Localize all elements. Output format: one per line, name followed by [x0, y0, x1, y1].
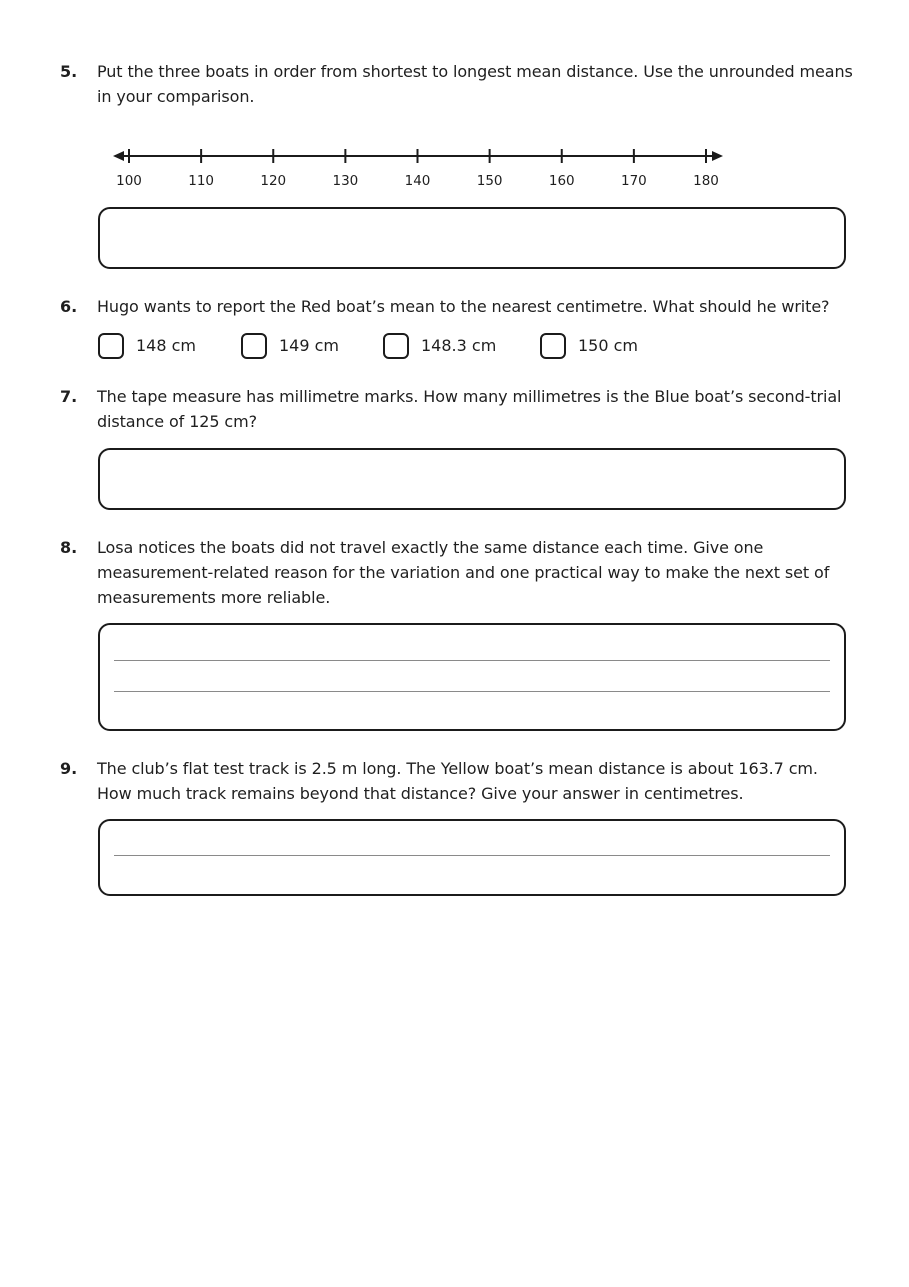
question-text: Put the three boats in order from shortest to longest mean distance. Use the unrounded means in your comparison.: [97, 62, 853, 106]
number-line-label: 180: [693, 173, 719, 189]
answer-box-q9[interactable]: [98, 819, 846, 896]
question-text: Losa notices the boats did not travel exactly the same distance each time. Give one measurement-related reason for the variation and one practical way to make the next set of measurements more reliable.: [97, 538, 830, 607]
question-text: Hugo wants to report the Red boat’s mean to the nearest centimetre. What should he write?: [97, 297, 830, 316]
answer-box-q7[interactable]: [98, 448, 846, 510]
question-number: 5.: [60, 62, 78, 81]
question-text: The club’s flat test track is 2.5 m long. The Yellow boat’s mean distance is about 163.7 cm. How much track remains beyond that distance? Give your answer in centimetres.: [97, 759, 818, 803]
option-label: 148 cm: [136, 336, 197, 355]
question-6: [60, 294, 860, 324]
number-line-label: 110: [188, 173, 215, 189]
question-number: 7.: [60, 387, 78, 406]
number-line-label: 130: [332, 173, 359, 189]
checkbox[interactable]: [383, 333, 409, 359]
answer-box-q8[interactable]: [98, 623, 846, 731]
checkbox[interactable]: [98, 333, 124, 359]
writing-line: [114, 660, 830, 661]
question-9: [60, 756, 860, 811]
question-5: [60, 59, 860, 119]
question-text: The tape measure has millimetre marks. How many millimetres is the Blue boat’s second-trial distance of 125 cm?: [97, 387, 842, 431]
number-line-label: 160: [548, 173, 575, 189]
left-arrow-icon: [113, 151, 124, 161]
number-line: [105, 140, 745, 200]
option-label: 149 cm: [279, 336, 340, 355]
question-number: 8.: [60, 538, 78, 557]
number-line-label: 170: [620, 173, 647, 189]
option-label: 148.3 cm: [421, 336, 497, 355]
writing-line: [114, 855, 830, 856]
number-line-label: 120: [260, 173, 287, 189]
answer-box-q5[interactable]: [98, 207, 846, 269]
number-line-label: 150: [476, 173, 503, 189]
checkbox[interactable]: [540, 333, 566, 359]
right-arrow-icon: [712, 151, 723, 161]
question-number: 6.: [60, 297, 78, 316]
multiple-choice-options: [98, 332, 858, 362]
question-8: [60, 535, 860, 615]
number-line-label: 140: [404, 173, 431, 189]
question-number: 9.: [60, 759, 78, 778]
writing-line: [114, 691, 830, 692]
option-label: 150 cm: [578, 336, 639, 355]
question-7: [60, 384, 860, 439]
number-line-label: 100: [116, 173, 142, 189]
checkbox[interactable]: [241, 333, 267, 359]
